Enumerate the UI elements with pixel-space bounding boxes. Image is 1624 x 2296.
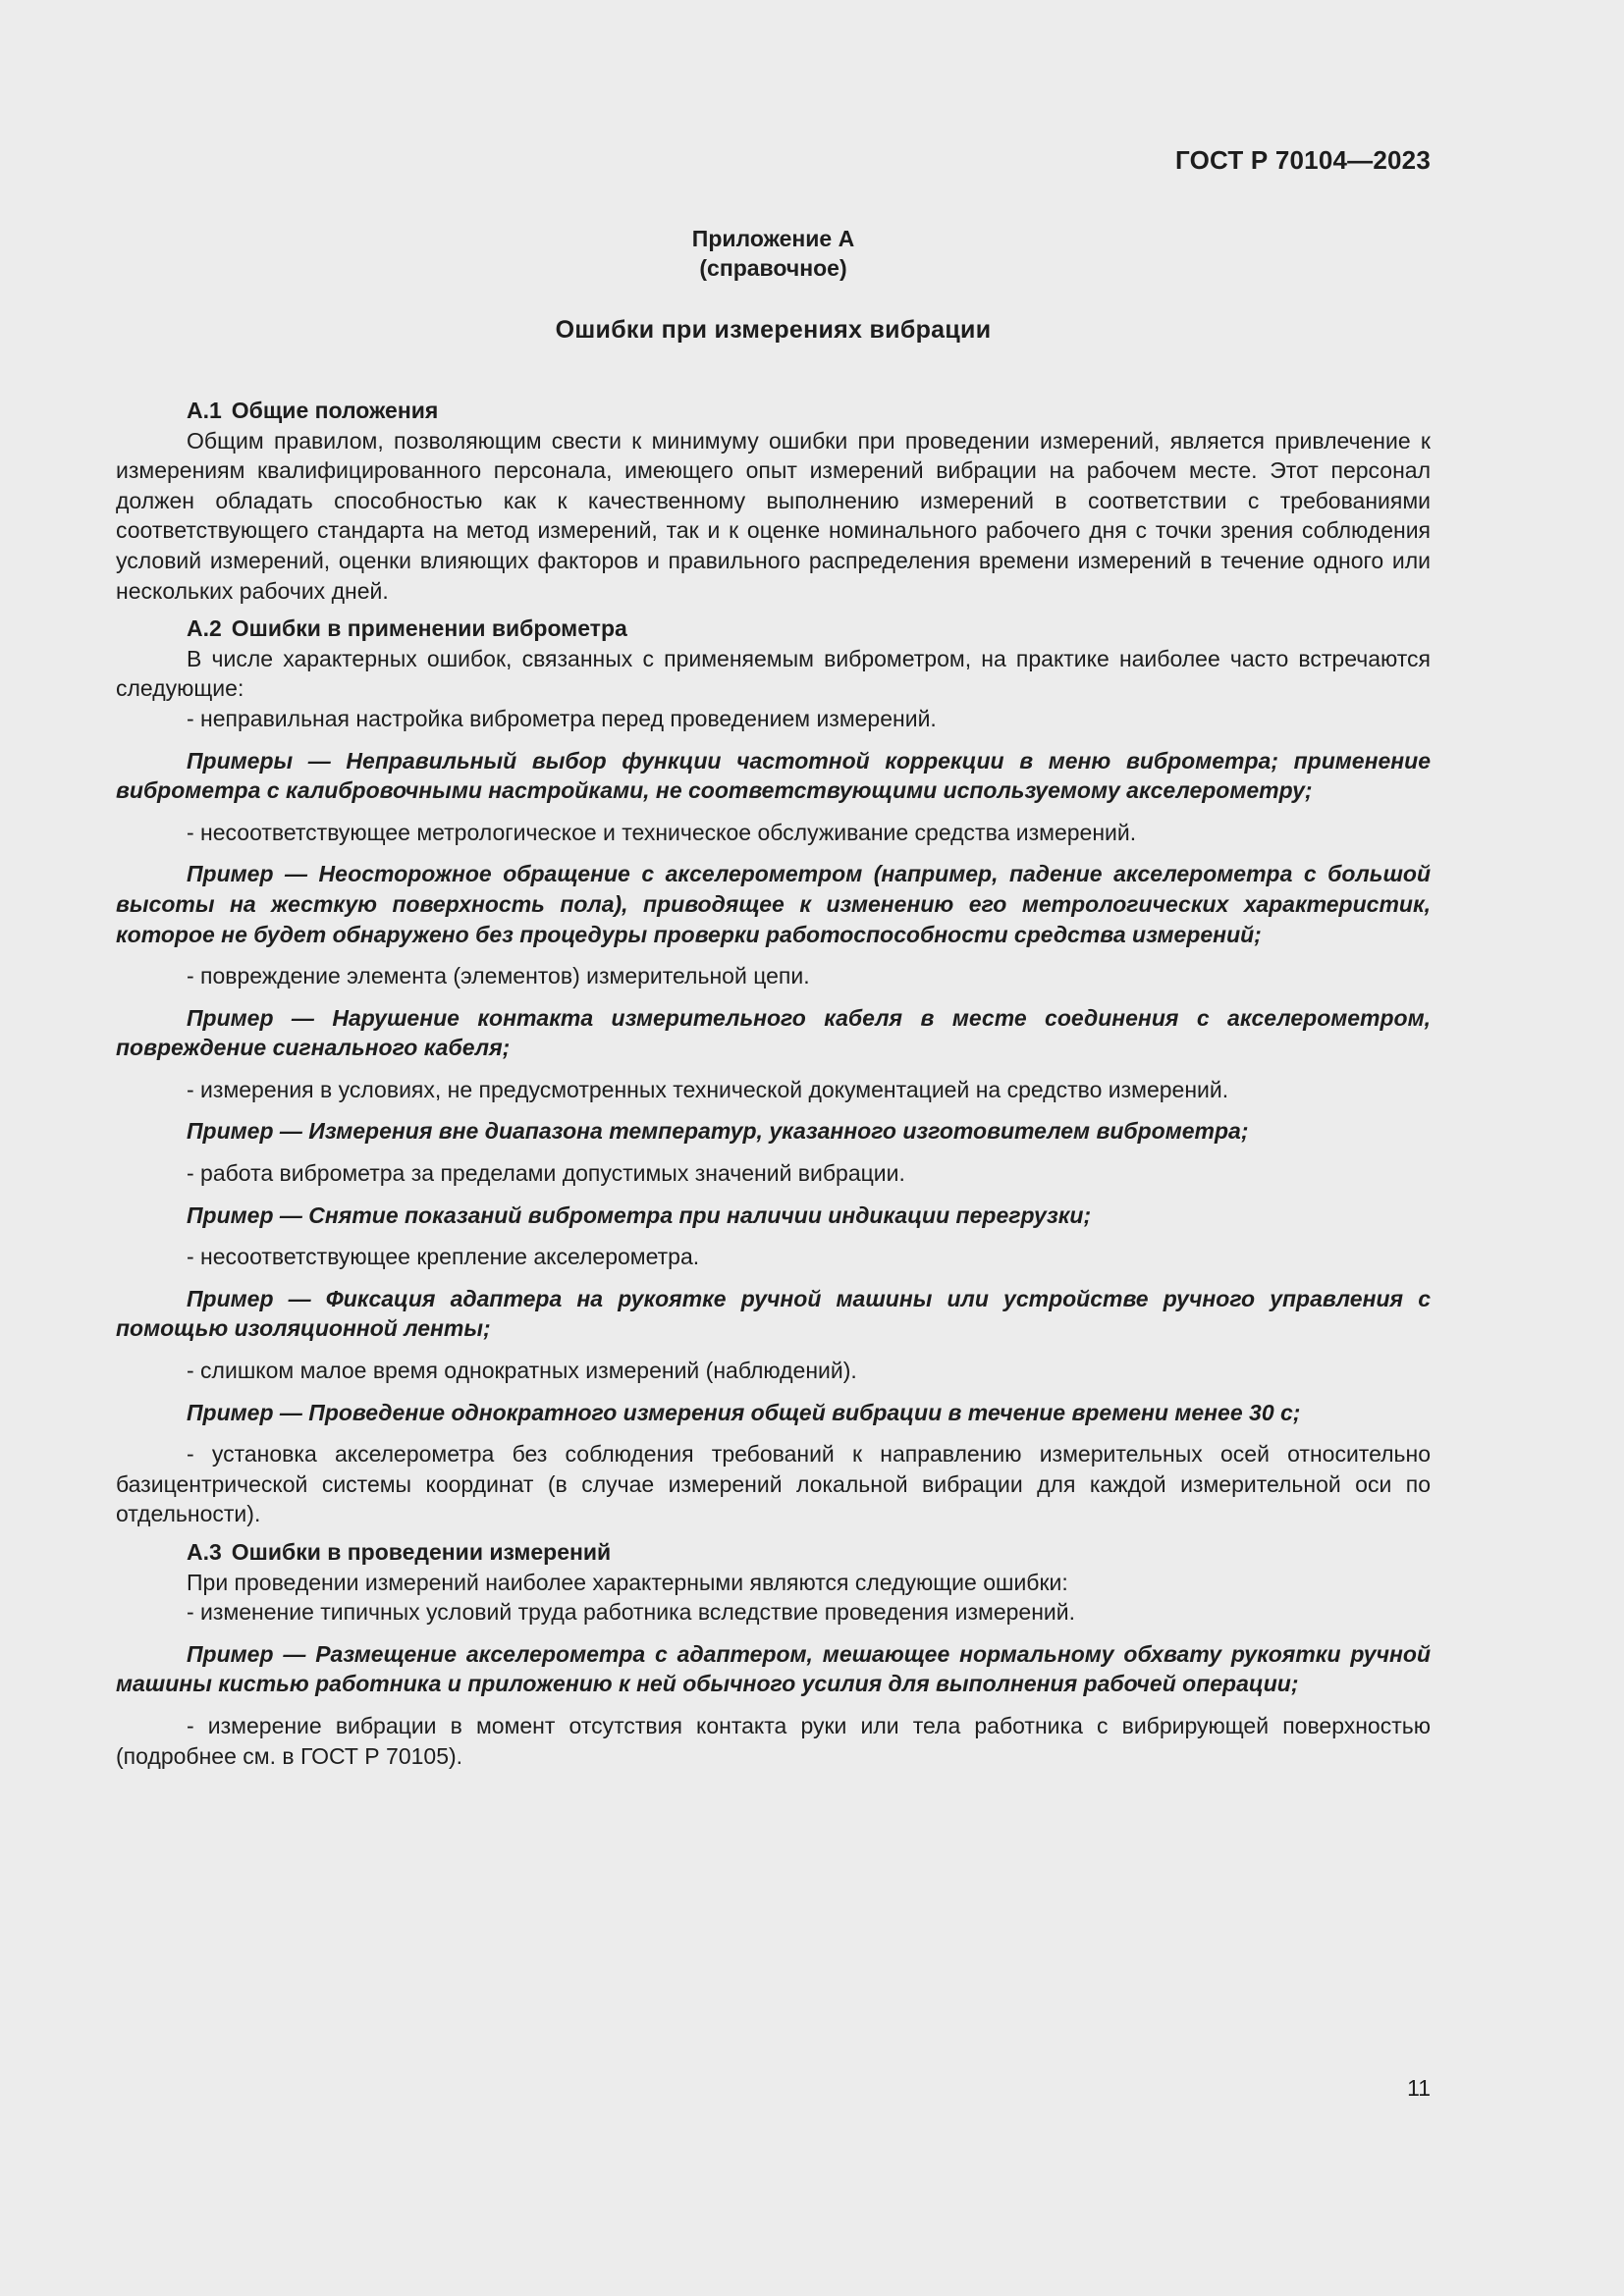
- section-number: А.2: [187, 615, 222, 642]
- page-number: 11: [1407, 2075, 1431, 2101]
- section-heading-a3: [116, 1537, 1431, 1568]
- document-code: ГОСТ Р 70104—2023: [1175, 145, 1431, 175]
- example: Пример — Размещение акселерометра с адаптером, мешающее нормальному обхвату рукоятки ручной машины кистью работника и приложению к ней обычного усилия для выполнения рабочей операции;: [116, 1640, 1431, 1697]
- document-body: [116, 396, 1431, 1771]
- section-title: Ошибки в проведении измерений: [231, 1539, 612, 1565]
- section-number: А.1: [187, 398, 222, 423]
- section-title: Общие положения: [231, 398, 439, 423]
- list-item: - слишком малое время однократных измерений (наблюдений).: [187, 1358, 857, 1384]
- list-item: - несоответствующее крепление акселерометра.: [187, 1244, 700, 1270]
- example: Пример — Снятие показаний виброметра при наличии индикации перегрузки;: [187, 1201, 1092, 1228]
- example: Примеры — Неправильный выбор функции частотной коррекции в меню виброметра; применение виброметра с калибровочными настройками, не соответствующими используемому акселерометру;: [116, 747, 1431, 804]
- appendix-subtitle: (справочное): [699, 255, 847, 281]
- paragraph: Общим правилом, позволяющим свести к минимуму ошибки при проведении измерений, является привлечение к измерениям квалифицированного персонала, имеющего опыт измерений вибрации на рабочем месте. Этот персонал должен обладать способностью как к качественному выполнению измерений в соответствии с требованиями соответствующего стандарта на метод измерений, так и к оценке номинального рабочего дня с точки зрения соблюдения условий измерений, оценки влияющих факторов и правильного распределения времени измерений в течение одного или нескольких рабочих дней.: [116, 427, 1431, 604]
- appendix-heading: [116, 224, 1431, 283]
- section-number: А.3: [187, 1539, 222, 1565]
- section-heading-a2: [116, 614, 1431, 644]
- list-item: - работа виброметра за пределами допустимых значений вибрации.: [187, 1160, 905, 1187]
- list-item: - изменение типичных условий труда работника вследствие проведения измерений.: [187, 1599, 1075, 1626]
- document-page: [116, 0, 1431, 2296]
- list-item: - измерение вибрации в момент отсутствия контакта руки или тела работника с вибрирующей поверхностью (подробнее см. в ГОСТ Р 70105).: [116, 1712, 1431, 1769]
- appendix-title: Приложение А: [691, 226, 855, 251]
- example: Пример — Неосторожное обращение с акселерометром (например, падение акселерометра с большой высоты на жесткую поверхность пола), приводящее к изменению его метрологических характеристик, которое не будет обнаружено без процедуры проверки работоспособности средства измерений;: [116, 861, 1431, 947]
- list-item: - установка акселерометра без соблюдения требований к направлению измерительных осей относительно базицентрической системы координат (в случае измерений локальной вибрации для каждой измерительной оси по отдельности).: [116, 1441, 1431, 1527]
- list-item: - неправильная настройка виброметра перед проведением измерений.: [187, 705, 937, 731]
- main-title: Ошибки при измерениях вибрации: [555, 316, 992, 344]
- paragraph: В числе характерных ошибок, связанных с применяемым виброметром, на практике наиболее часто встречаются следующие:: [116, 645, 1431, 702]
- list-item: - измерения в условиях, не предусмотренных технической документацией на средство измерений.: [187, 1076, 1229, 1102]
- paragraph: При проведении измерений наиболее характерными являются следующие ошибки:: [187, 1569, 1068, 1595]
- example: Пример — Нарушение контакта измерительного кабеля в месте соединения с акселерометром, повреждение сигнального кабеля;: [116, 1004, 1431, 1061]
- example: Пример — Измерения вне диапазона температур, указанного изготовителем виброметра;: [187, 1118, 1249, 1145]
- example: Пример — Фиксация адаптера на рукоятке ручной машины или устройстве ручного управления с помощью изоляционной ленты;: [116, 1285, 1431, 1342]
- list-item: - несоответствующее метрологическое и техническое обслуживание средства измерений.: [187, 819, 1137, 845]
- section-heading-a1: [116, 396, 1431, 426]
- list-item: - повреждение элемента (элементов) измерительной цепи.: [187, 963, 810, 989]
- section-title: Ошибки в применении виброметра: [231, 615, 627, 642]
- example: Пример — Проведение однократного измерения общей вибрации в течение времени менее 30 с;: [187, 1399, 1301, 1425]
